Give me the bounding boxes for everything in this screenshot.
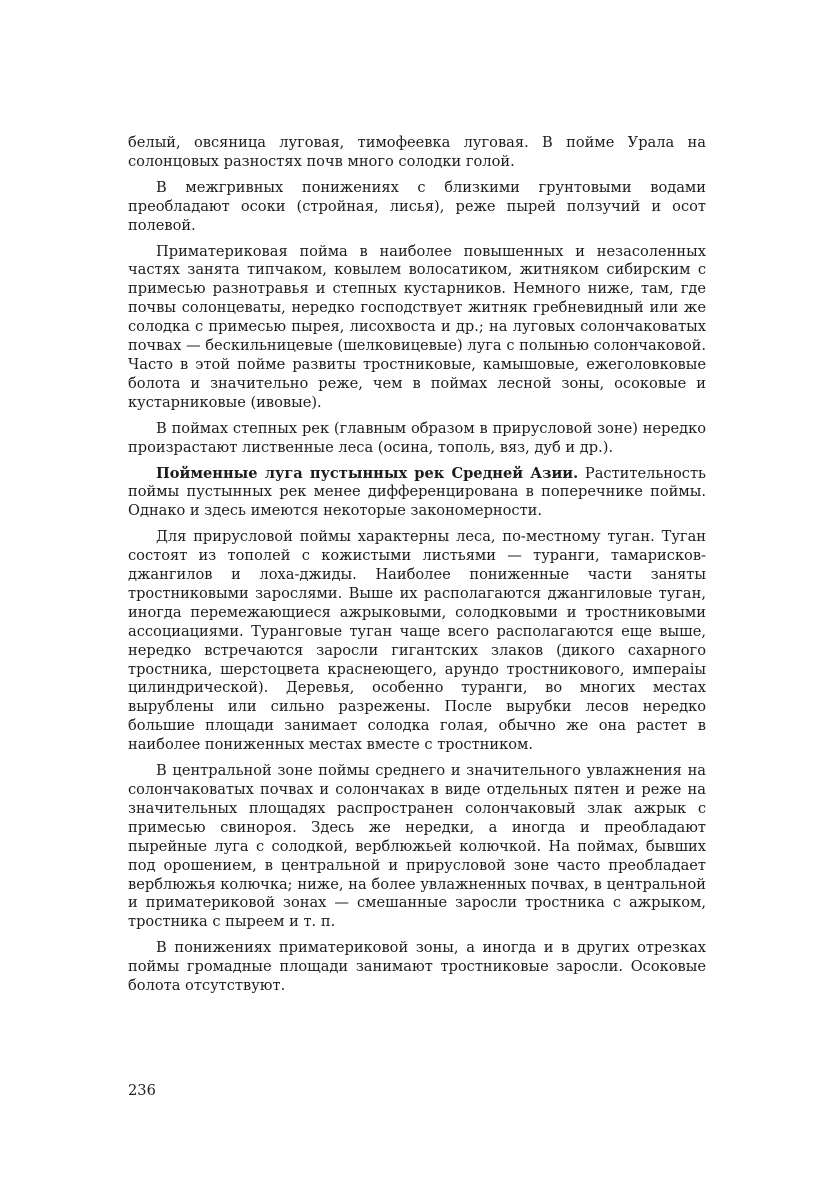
page-number: 236: [128, 1082, 156, 1099]
paragraph: В межгривных понижениях с близкими грунтовыми водами преобладают осоки (стройная, лисья), реже пырей ползучий и осот полевой.: [128, 178, 706, 234]
paragraph: В центральной зоне поймы среднего и значительного увлажнения на солончаковатых почвах и солончаках в виде отдельных пятен и реже на значительных площадях распространен солончаковый злак ажрык с примесью свинороя. Здесь же нередки, а иногда и преобладают пырейные луга с солодкой, верблюжьей колючкой. На поймах, бывших под орошением, в центральной и прирусловой зоне часто преобладает верблюжья колючка; ниже, на более увлажненных почвах, в центральной и приматериковой зонах — смешанные заросли тростника с ажрыком, тростника с пыреем и т. п.: [128, 762, 706, 931]
paragraph: В поймах степных рек (главным образом в прирусловой зоне) нередко произрастают лиственные леса (осина, тополь, вяз, дуб и др.).: [128, 419, 706, 456]
paragraph-with-heading: [128, 465, 706, 522]
section-heading: Пойменные луга пустынных рек Средней Азии.: [156, 464, 579, 482]
paragraph: В понижениях приматериковой зоны, а иногда и в других отрезках поймы громадные площади занимают тростниковые заросли. Осоковые болота отсутствуют.: [128, 939, 706, 995]
paragraph-continuation: белый, овсяница луговая, тимофеевка луговая. В пойме Урала на солонцовых разностях почв много солодки голой.: [128, 134, 706, 170]
paragraph: Для прирусловой поймы характерны леса, по-местному туган. Туган состоят из тополей с кожистыми листьями — туранги, тамарисков-джангилов и лоха-джиды. Наиболее пониженные части заняты тростниковыми зарослями. Выше их располагаются джангиловые туган, иногда перемежающиеся ажрыковыми, солодковыми и тростниковыми ассоциациями. Туранговые туган чаще всего располагаются еще выше, нередко встречаются заросли гигантских злаков (дикого сахарного тростника, шерстоцвета краснеющего, арундо тростникового, импераіы цилиндрической). Деревья, особенно туранги, во многих местах вырублены или сильно разрежены. После вырубки лесов нередко большие площади занимает солодка голая, обычно же она растет в наиболее пониженных местах вместе с тростником.: [128, 528, 706, 754]
page-body: [128, 134, 706, 996]
paragraph-text: Растительность поймы пустынных рек менее дифференцирована в поперечнике поймы. Однако и здесь имеются некоторые закономерности.: [128, 464, 706, 520]
paragraph: Приматериковая пойма в наиболее повышенных и незасоленных частях занята типчаком, ковылем волосатиком, житняком сибирским с примесью разнотравья и степных кустарников. Немного ниже, там, где почвы солонцеваты, нередко господствует житняк гребневидный или же солодка с примесью пырея, лисохвоста и др.; на луговых солончаковатых почвах — бескильницевые (шелковицевые) луга с полынью солончаковой. Часто в этой пойме развиты тростниковые, камышовые, ежеголовковые болота и значительно реже, чем в поймах лесной зоны, осоковые и кустарниковые (ивовые).: [128, 242, 706, 411]
